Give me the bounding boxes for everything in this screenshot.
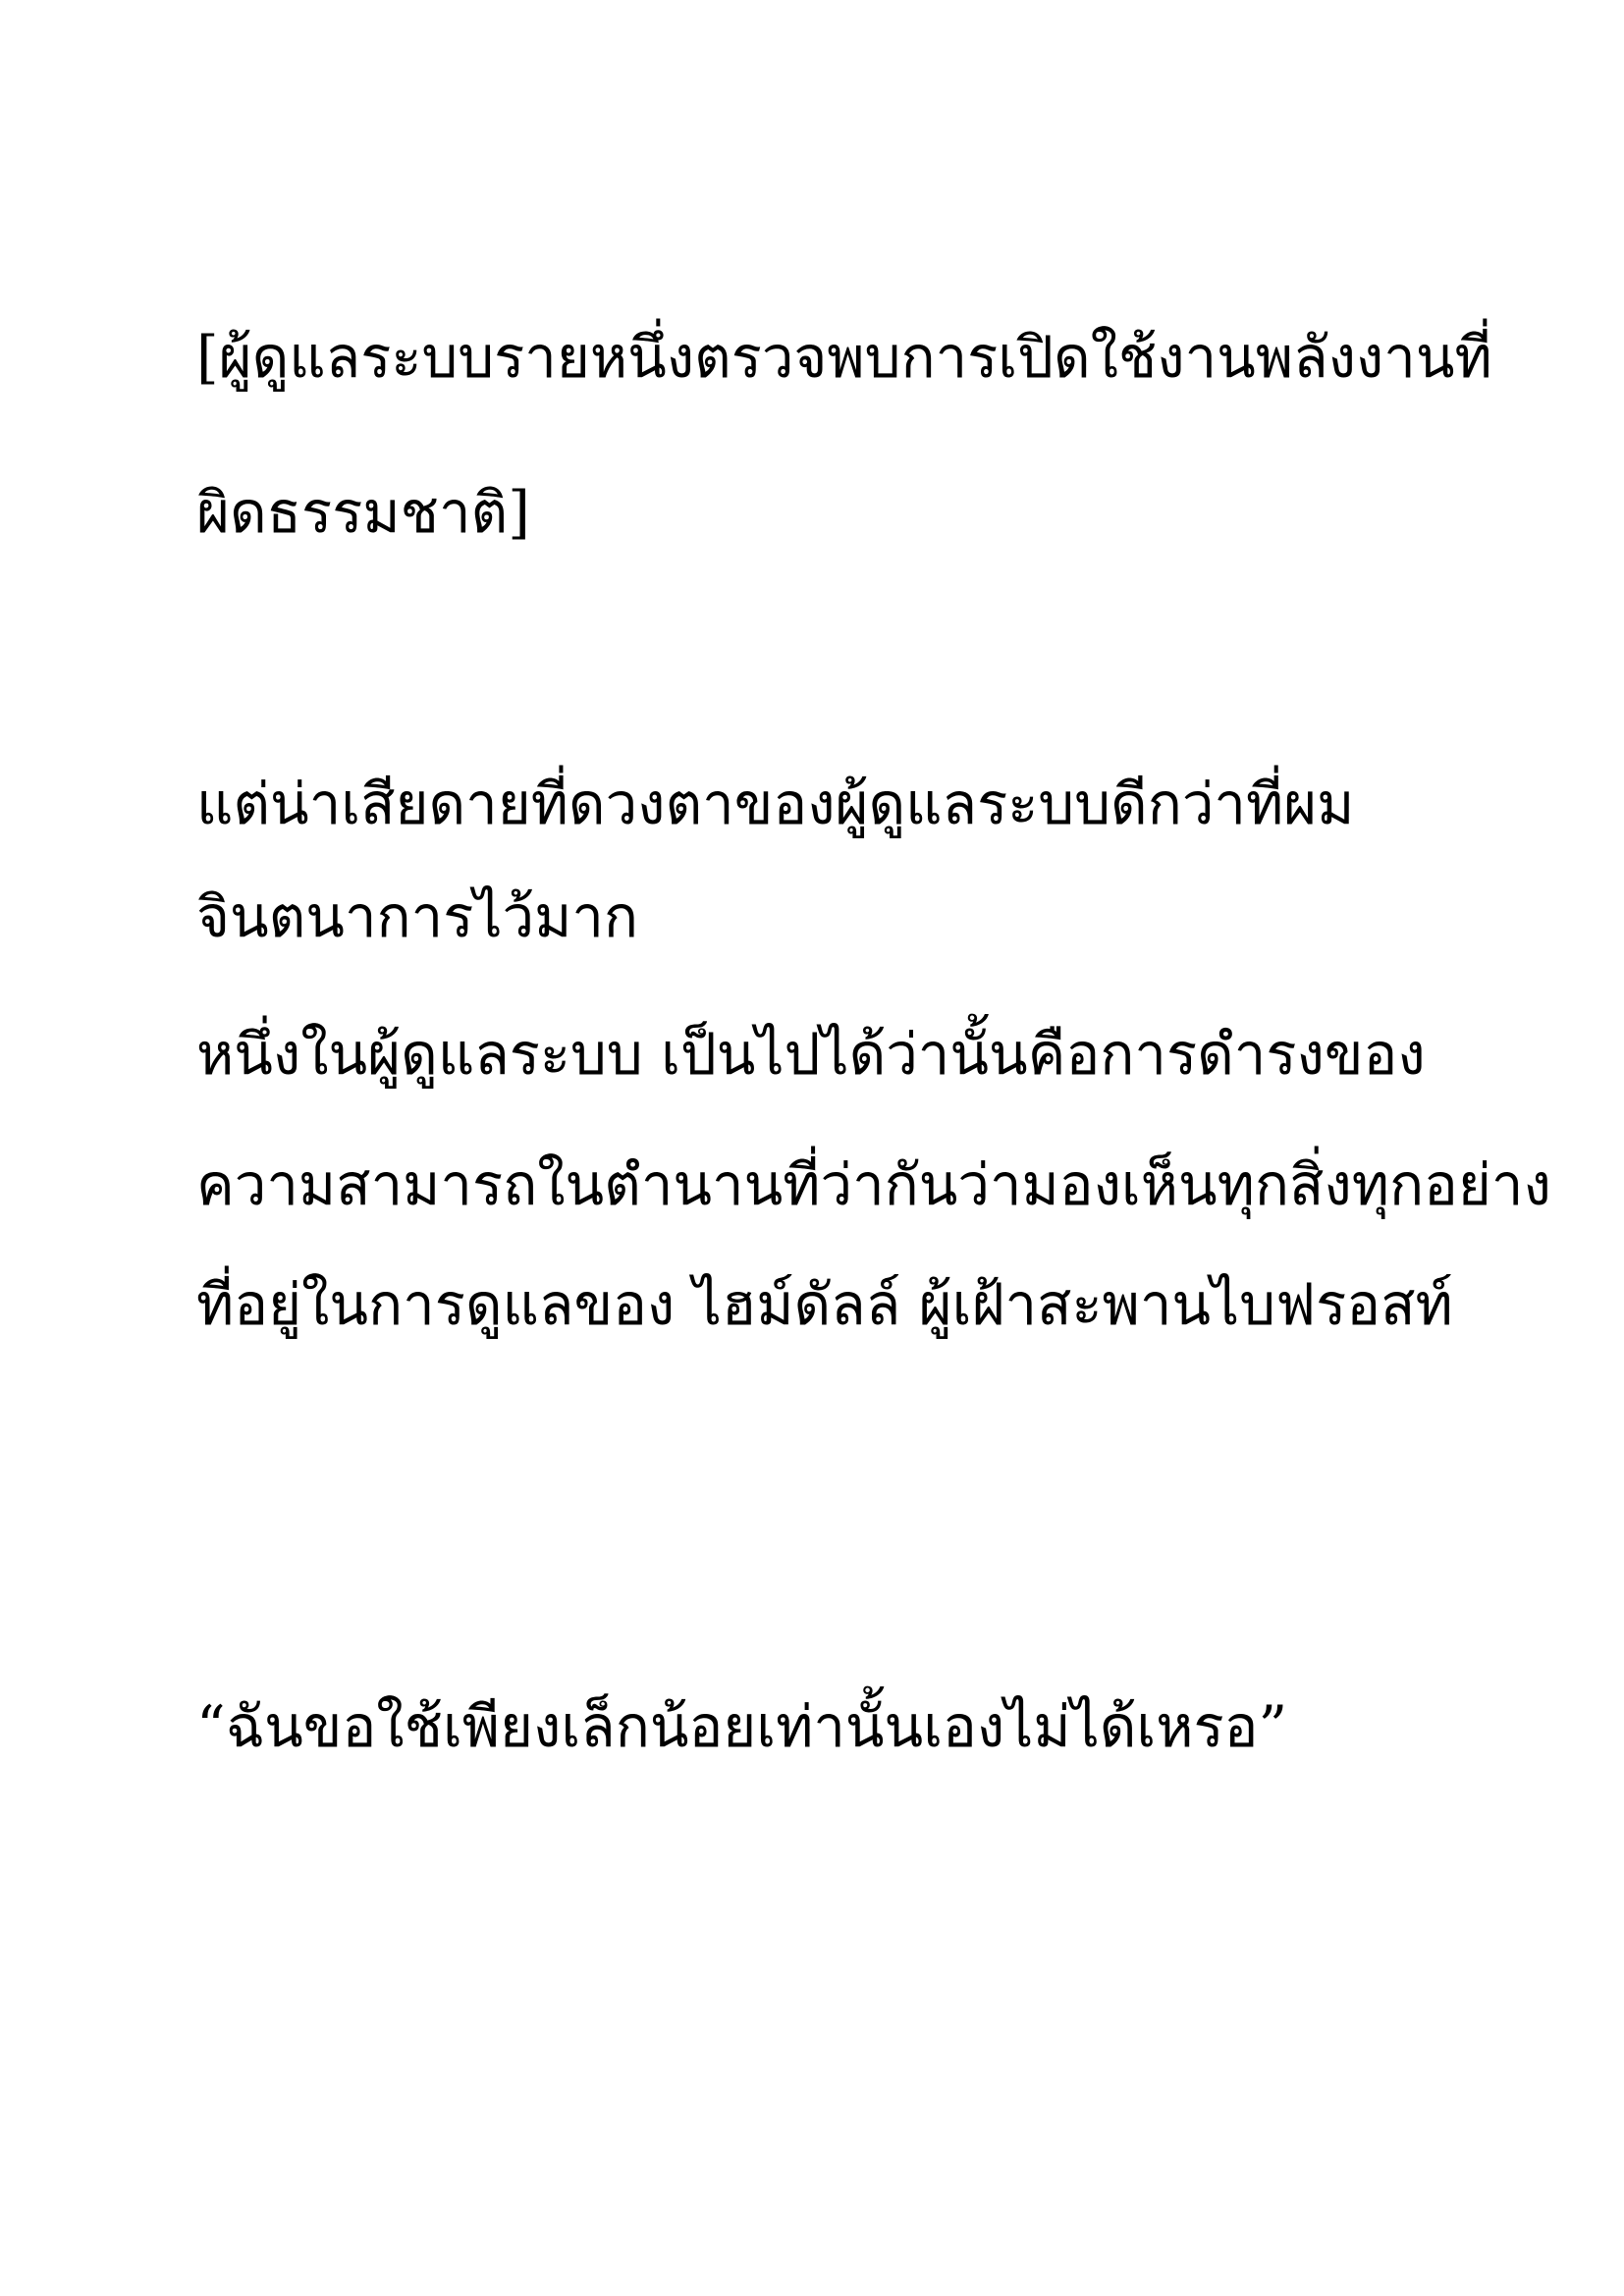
- narration-line-3: หนึ่งในผู้ดูแลระบบ เป็นไปได้ว่านั้นคือการดำรงของ: [196, 1021, 1426, 1088]
- system-notice-line-1: [ผู้ดูแลระบบรายหนึ่งตรวจพบการเปิดใช้งานพลังงานที่: [196, 324, 1492, 391]
- narration-line-5: ที่อยู่ในการดูแลของ ไฮม์ดัลล์ ผู้เฝ้าสะพานไบฟรอสท์: [196, 1271, 1453, 1338]
- narration-line-4: ความสามารถในตำนานที่ว่ากันว่ามองเห็นทุกสิ่งทุกอย่าง: [196, 1151, 1551, 1218]
- system-notice-line-2: ผิดธรรมชาติ]: [196, 479, 530, 546]
- narration-line-2: จินตนาการไว้มาก: [196, 883, 639, 950]
- narration-line-1: แต่น่าเสียดายที่ดวงตาของผู้ดูแลระบบดีกว่าที่ผม: [196, 771, 1355, 837]
- dialogue-line: “ฉันขอใช้เพียงเล็กน้อยเท่านั้นเองไม่ได้เหรอ”: [196, 1693, 1288, 1760]
